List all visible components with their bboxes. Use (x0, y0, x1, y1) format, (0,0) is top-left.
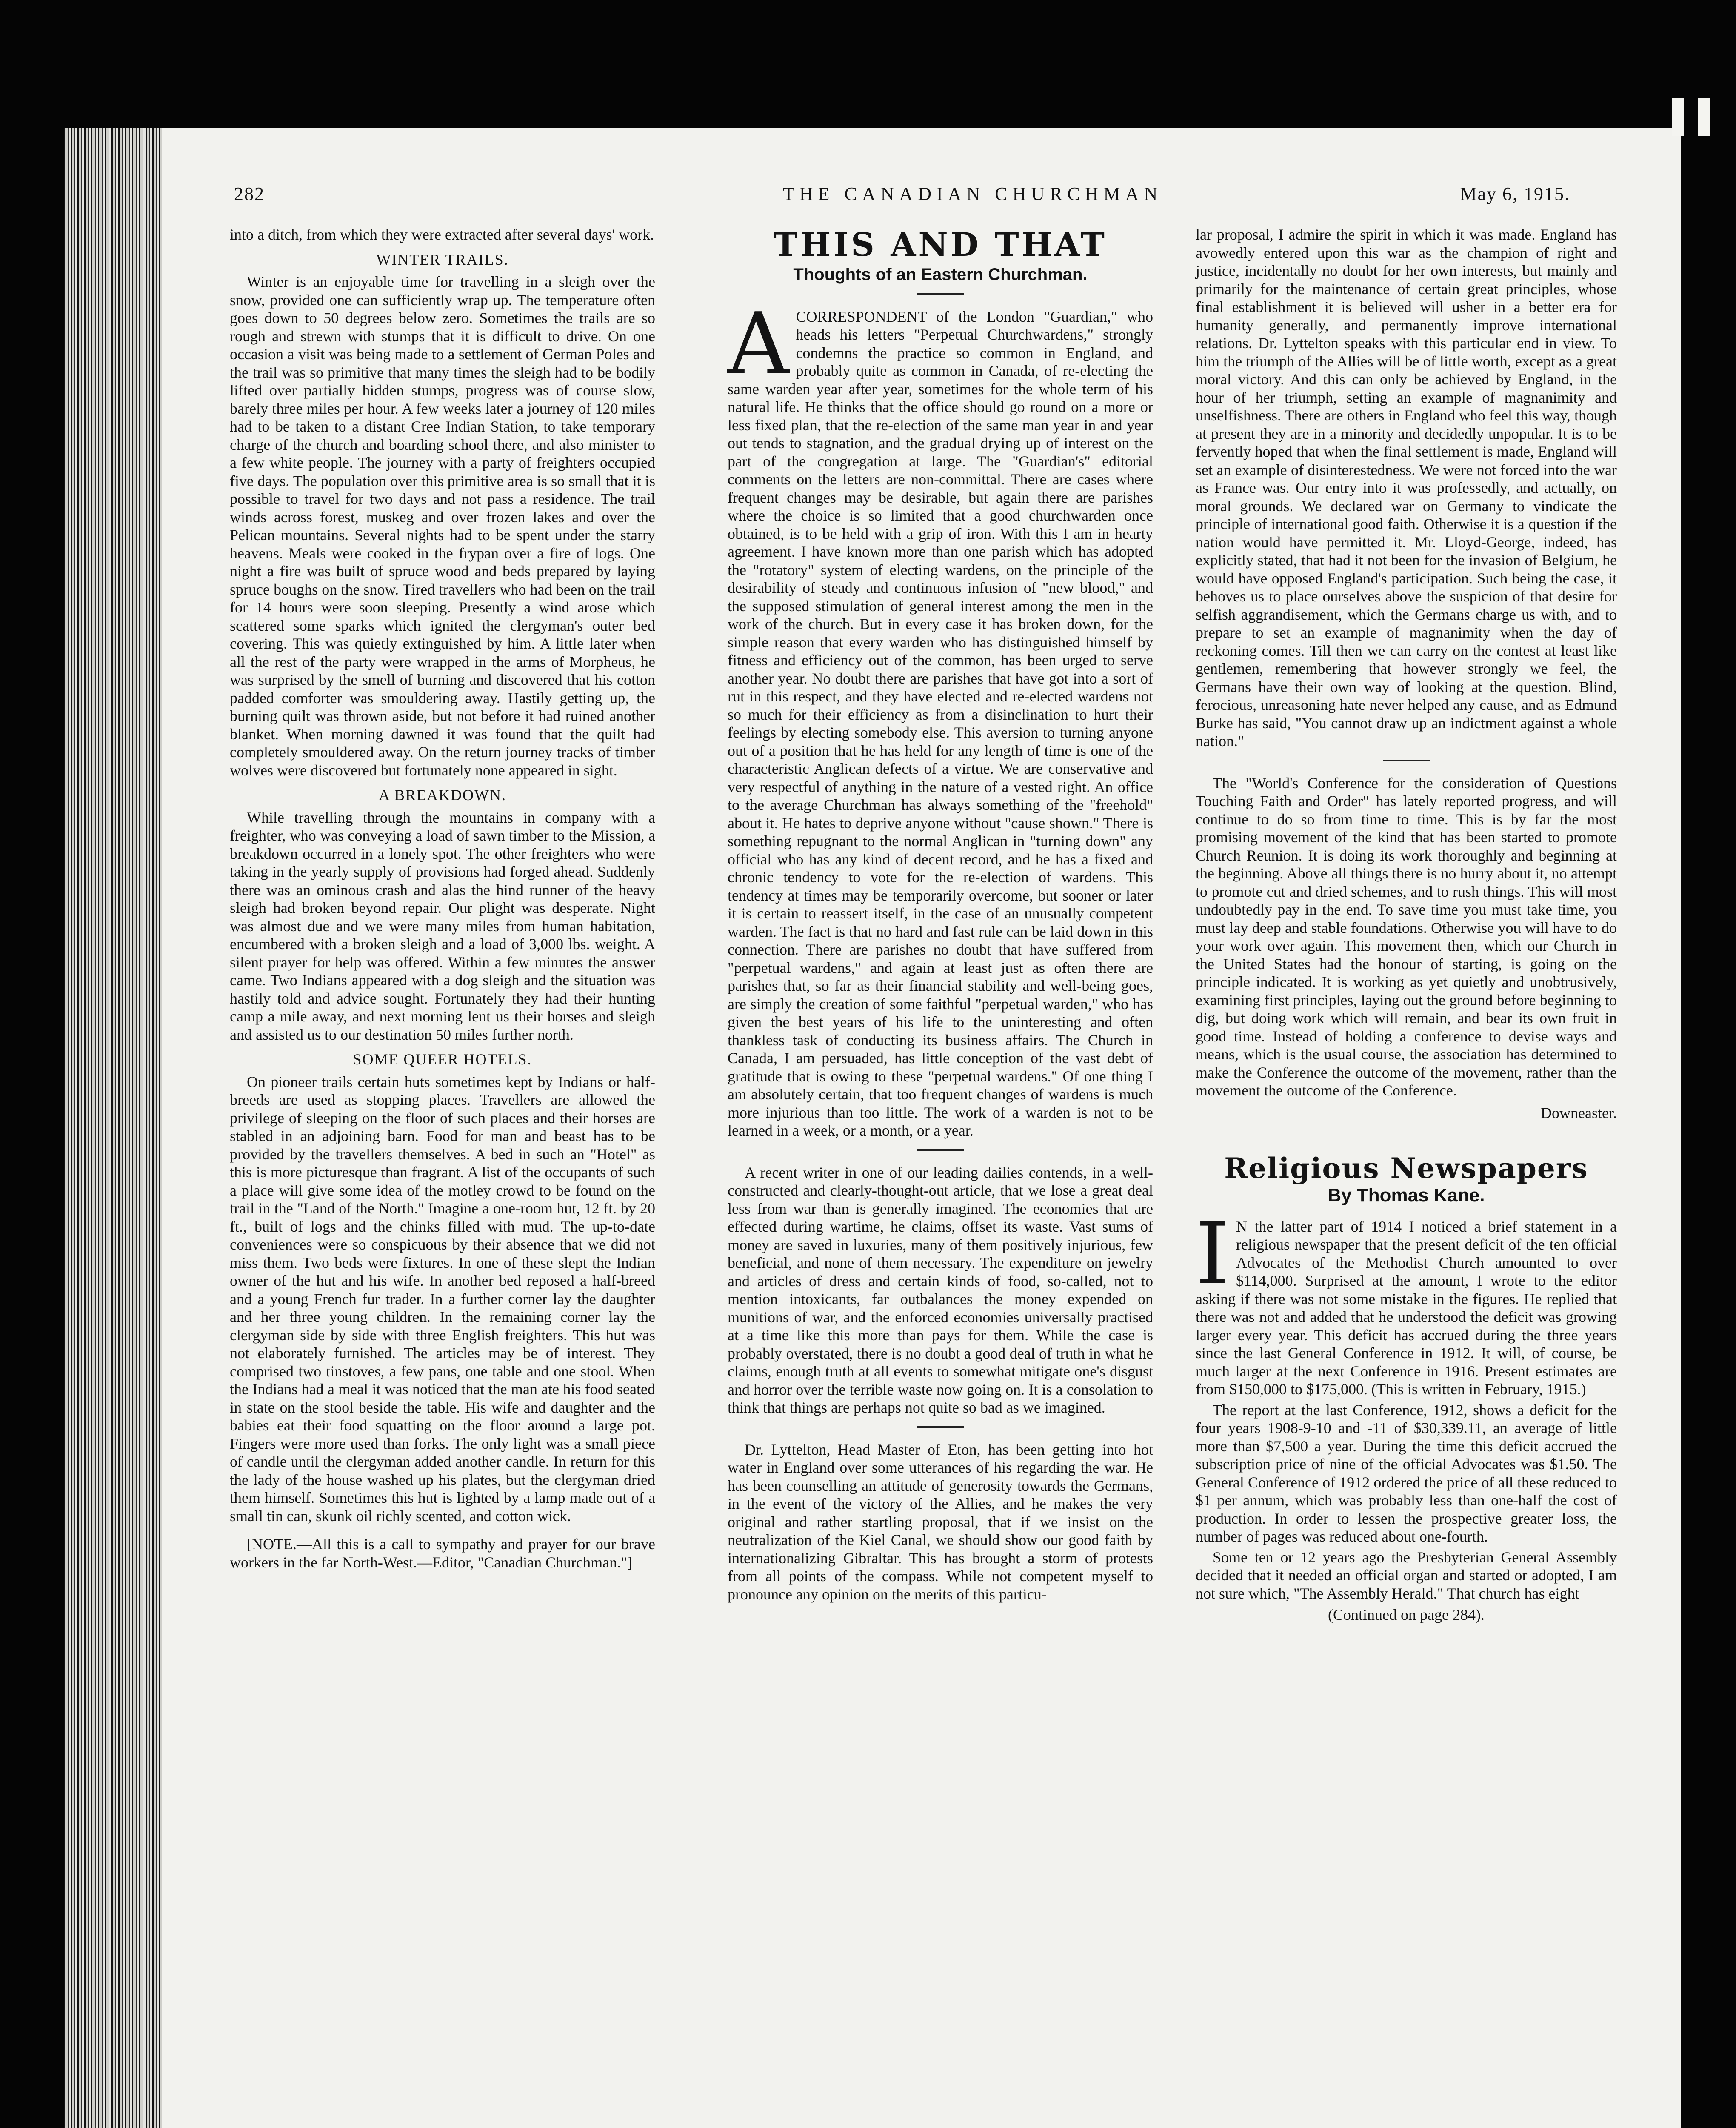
issue-date: May 6, 1915. (1460, 183, 1570, 204)
paragraph: On pioneer trails certain huts sometimes kept by Indians or half-breeds are used as stopping places. Travellers are allowed the privilege of sleeping on the floor of such places and their horses are stabled in an adjoining barn. Food for man and beast has to be provided by the travellers themselves. A bed in such an "Hotel" as this is more picturesque than fragrant. A list of the occupants of such a place will give some idea of the motley crowd to be found on the trail in the "Land of the North." Imagine a one-room hut, 12 ft. by 20 ft., built of logs and the chinks filled with mud. The up-to-date conveniences were so conspicuous by their absence that we did not miss them. Two beds were fixtures. In one of these slept the Indian owner of the hut and his wife. In another bed reposed a half-breed and a young French fur trader. In a further corner lay the daughter and her three young children. In the remaining corner lay the clergyman side by side with three English freighters. This hut was not elaborately furnished. The articles may be of interest. They comprised two tinstoves, a few pans, one table and one stool. When the Indians had a meal it was noticed that the man ate his food seated in state on the stool beside the table. His wife and daughter and the babies eat their food squatting on the floor around a large pot. Fingers were more used than forks. The only light was a small piece of candle until the clergyman added another candle. In return for this the lady of the house washed up his plates, but the clergyman dried them himself. Sometimes this hut is lighted by a lamp made out of a small tin can, skunk oil richly scented, and cotton wick. (230, 1073, 655, 1524)
article-subtitle: Thoughts of an Eastern Churchman. (793, 265, 1088, 284)
publication-title: THE CANADIAN CHURCHMAN (783, 183, 1163, 204)
paragraph: Winter is an enjoyable time for travelling in a sleigh over the snow, provided one can sufficiently wrap up. The temperature often goes down to 50 degrees below zero. Sometimes the trails are so rough and strewn with stumps that it is difficult to drive. On one occasion a visit was being made to a settlement of German Poles and the trail was so primitive that many times the sleigh had to be bodily lifted over partially hidden stumps, progress was of course slow, barely three miles per hour. A few weeks later a journey of 120 miles had to be taken to a distant Cree Indian Station, to take temporary charge of the church and boarding school there, and also minister to a few white people. The journey with a party of freighters occupied five days. The population over this primitive area is so small that it is possible to travel for two days and not pass a residence. The trail winds across forest, muskeg and over frozen lakes and over the Pelican mountains. Several nights had to be spent under the starry heavens. Meals were cooked in the frypan over a fire of logs. One night a fire was built of spruce wood and beds prepared by laying spruce boughs on the snow. Tired travellers who had been on the trail for 14 hours were soon sleeping. Presently a wind arose which scattered some sparks which ignited the clergyman's outer bed covering. This was quietly extinguished by him. A little later when all the rest of the party were wrapped in the arms of Morpheus, he was surprised by the smell of burning and discovered that his cotton padded comforter was smouldering away. Hastily getting up, the burning quilt was thrown aside, but not before it had ruined another blanket. When morning dawned it was found that the quilt had completely smouldered away. On the return journey tracks of timber wolves were discovered but fortunately none appeared in sight. (230, 273, 655, 779)
section-heading: WINTER TRAILS. (376, 251, 509, 268)
edge-mark (1672, 98, 1684, 136)
divider (917, 1426, 964, 1428)
binding-gutter (64, 128, 162, 2128)
paragraph: lar proposal, I admire the spirit in which it was made. England has avowedly entered upon this war as the champion of right and justice, incidentally no doubt for her own interests, but mainly and primarily for the maintenance of certain great principles, whose final establishment it is believed will usher in a better era for humanity generally, and permanently improve international relations. Dr. Lyttelton speaks with this particular end in view. To him the triumph of the Allies will be of little worth, except as a great moral victory. And this can only be achieved by England, in the hour of her triumph, setting an example of magnanimity and unselfishness. There are others in England who feel this way, though at present they are in a minority and decidedly unpopular. It is to be fervently hoped that when the final settlement is made, England will set an example of disinterestedness. We were not forced into the war as France was. Our entry into it was professedly, and actually, on moral grounds. We declared war on Germany to vindicate the principle of international good faith. Otherwise it is a question if the nation would have permitted it. Mr. Lloyd-George, indeed, has explicitly stated, that had it not been for the invasion of Belgium, he would have opposed England's participation. Such being the case, it behoves us to place ourselves above the suspicion of that desire for selfish aggrandisement, which the Germans charge us with, and to prepare to set an example of magnanimity when the day of reckoning comes. Till then we can carry on the contest at least like gentlemen, remembering that however strongly we feel, the Germans have their own way of looking at the question. Blind, ferocious, unreasoning hate never helped any cause, and as Edmund Burke has said, "You cannot draw up an indictment against a whole nation." (1196, 226, 1617, 749)
divider (1383, 760, 1430, 761)
paragraph: While travelling through the mountains in company with a freighter, who was conveying a load of sawn timber to the Mission, a breakdown occurred in a lonely spot. The other freighters who were taking in the yearly supply of provisions had forged ahead. Suddenly there was an ominous crash and alas the hind runner of the heavy sleigh had broken beyond repair. Our plight was desperate. Night was almost due and we were many miles from human habitation, encumbered with a broken sleigh and a load of 3,000 lbs. weight. A silent prayer for help was offered. Within a few minutes the answer came. Two Indians appeared with a dog sleigh and the situation was hastily told and advice sought. Fortunately they had their hunting camp a mile away, and next morning lent us their horses and sleigh and assisted us to our destination 50 miles further north. (230, 809, 655, 1043)
column-left (230, 226, 655, 1574)
drop-cap: A (728, 294, 789, 394)
paragraph: The report at the last Conference, 1912, shows a deficit for the four years 1908-9-10 and -11 of $30,339.11, an average of little more than $7,500 a year. During the time this deficit accrued the subscription price of nine of the official Advocates was $1.50. The General Conference of 1912 ordered the price of all these reduced to $1 per annum, which was probably less than one-half the cost of production. In order to lessen the prospective greater loss, the number of pages was reduced about one-fourth. (1196, 1401, 1617, 1545)
paragraph-text: CORRESPONDENT of the London "Guardian," who heads his letters "Perpetual Churchwardens," strongly condemns the practice so common in England, and probably quite as common in Canada, of re-electing the same warden year after year, sometimes for the whole term of his natural life. He thinks that the office should go round on a more or less fixed plan, that the re-election of the same man year in and year out tends to stagnation, and the gradual drying up of interest on the part of the congregation at large. The "Guardian's" editorial comments on the letters are non-committal. There are cases where frequent changes may be desirable, but again there are parishes where the choice is so limited that a good churchwarden once obtained, is to be held with a grip of iron. With this I am in hearty agreement. I have known more than one parish which has adopted the "rotatory" system of electing wardens, on the principle of the desirability of steady and continuous infusion of "new blood," and the supposed stimulation of general interest among the men in the work of the church. But in every case it has broken down, for the simple reason that every warden who has distinguished himself by fitness and efficiency out of the common, has been urged to serve another year. No doubt there are parishes that have got into a sort of rut in this respect, and they have elected and re-elected wardens not so much for their efficiency as from a disinclination to hurt their feelings by electing somebody else. This aversion to turning anyone out of a position that he has held for any length of time is one of the characteristic Anglican defects of a virtue. We are conservative and very respectful of anything in the nature of a vested right. An office to the average Churchman has always something of the "freehold" about it. He hates to deprive anyone without "cause shown." There is something repugnant to the normal Anglican in "turning down" any official who has any kind of decent record, and he has a fixed and chronic tendency to vote for the re-election of wardens. This tendency at times may be temporarily overcome, but sooner or later it is certain to reassert itself, in the case of an unusually competent warden. The fact is that no hard and fast rule can be laid down in this connection. There are parishes no doubt that have suffered from "perpetual wardens," and again at least just as often there are parishes that, so far as their financial stability and well-being goes, are simply the creation of some faithful "perpetual warden," who has given the best years of his life to the uninteresting and often thankless task of conducting its business affairs. The Church in Canada, I am persuaded, has little conception of the vast debt of gratitude that is owing to these "perpetual wardens." Of one thing I am absolutely certain, that too frequent changes of wardens is much more injurious than too little. The work of a warden is not to be learned in a week, or a month, or a year. (728, 308, 1153, 1139)
page-header (187, 183, 1596, 213)
column-right (1196, 226, 1617, 1624)
section-heading: A BREAKDOWN. (379, 787, 506, 804)
drop-cap: I (1196, 1204, 1230, 1304)
divider (917, 1149, 964, 1151)
section-heading: SOME QUEER HOTELS. (353, 1051, 532, 1068)
article-title: Religious Newspapers (1224, 1152, 1588, 1185)
paragraph: The "World's Conference for the consideration of Questions Touching Faith and Order" has lately reported progress, and will continue to do so from time to time. This is by far the most promising movement of the kind that has been started to promote Church Reunion. It is doing its work thoroughly and beginning at the beginning. Above all things there is no hurry about it, no attempt to promote cut and dried schemes, and to rush things. This will most undoubtedly pay in the end. To save time you must take time, you must lay deep and stable foundations. Otherwise you will have to do your work over again. This movement then, which our Church in the United States had the honour of starting, is going on the principle indicated. It is working as yet quietly and unobtrusively, examining first principles, laying out the ground before beginning to dig, but doing work which will remain, and bear its own fruit in good time. Instead of holding a conference to devise ways and means, which is the usual course, the association has determined to make the Conference the outcome of the movement, rather than the movement the outcome of the Conference. (1196, 774, 1617, 1099)
paragraph: Some ten or 12 years ago the Presbyterian General Assembly decided that it needed an official organ and started or adopted, I am not sure which, "The Assembly Herald." That church has eight (1196, 1548, 1617, 1602)
column-middle (728, 226, 1153, 1606)
paragraph: A recent writer in one of our leading dailies contends, in a well-constructed and clearly-thought-out article, that we lose a great deal less from war than is generally imagined. The economies that are effected during wartime, he claims, offset its waste. Vast sums of money are saved in luxuries, many of them positively injurious, few beneficial, and none of them necessary. The expenditure on jewelry and articles of dress and certain kinds of food, so-called, not to mention intoxicants, far outbalances the money expended on munitions of war, and the enforced economies universally practised at a time like this more than pays for them. While the case is probably overstated, there is no doubt a good deal of truth in what he claims, enough truth at all events to somewhat mitigate one's disgust and horror over the terrible waste now going on. It is a consolation to think that things are perhaps not quite so bad as we imagined. (728, 1164, 1153, 1416)
paragraph (1196, 1204, 1617, 1399)
paragraph: Dr. Lyttelton, Head Master of Eton, has been getting into hot water in England over some utterances of his regarding the war. He has been counselling an attitude of generosity towards the Germans, in the event of the victory of the Allies, and he makes the very original and rather startling proposal, that if we insist on the neutralization of the Kiel Canal, we should show our good faith by internationalizing Gibraltar. This has brought a storm of protests from all points of the compass. While not competent myself to pronounce any opinion on the merits of this particu- (728, 1441, 1153, 1603)
edge-mark (1698, 98, 1710, 136)
paragraph-text: N the latter part of 1914 I noticed a brief statement in a religious newspaper that the present deficit of the ten official Advocates of the Methodist Church amounted to over $114,000. Surprised at the amount, I wrote to the editor asking if there was not some mistake in the figures. He replied that there was not and added that he understood the deficit was growing larger every year. This deficit has accrued during the three years since the last General Conference in 1912. It will, of course, be much larger at the next Conference in 1916. Present estimates are from $150,000 to $175,000. (This is written in February, 1915.) (1196, 1218, 1617, 1398)
article-title: THIS AND THAT (774, 226, 1107, 263)
editor-note: [NOTE.—All this is a call to sympathy and prayer for our brave workers in the far North-West.—Editor, "Canadian Churchman."] (230, 1536, 655, 1571)
paragraph: into a ditch, from which they were extracted after several days' work. (230, 226, 654, 243)
paragraph (728, 294, 1153, 1140)
signature: Downeaster. (1541, 1104, 1617, 1121)
byline: By Thomas Kane. (1328, 1185, 1485, 1206)
newspaper-page (64, 128, 1681, 2128)
page-number: 282 (234, 183, 265, 204)
divider (917, 293, 964, 295)
continued-note: (Continued on page 284). (1328, 1606, 1485, 1623)
